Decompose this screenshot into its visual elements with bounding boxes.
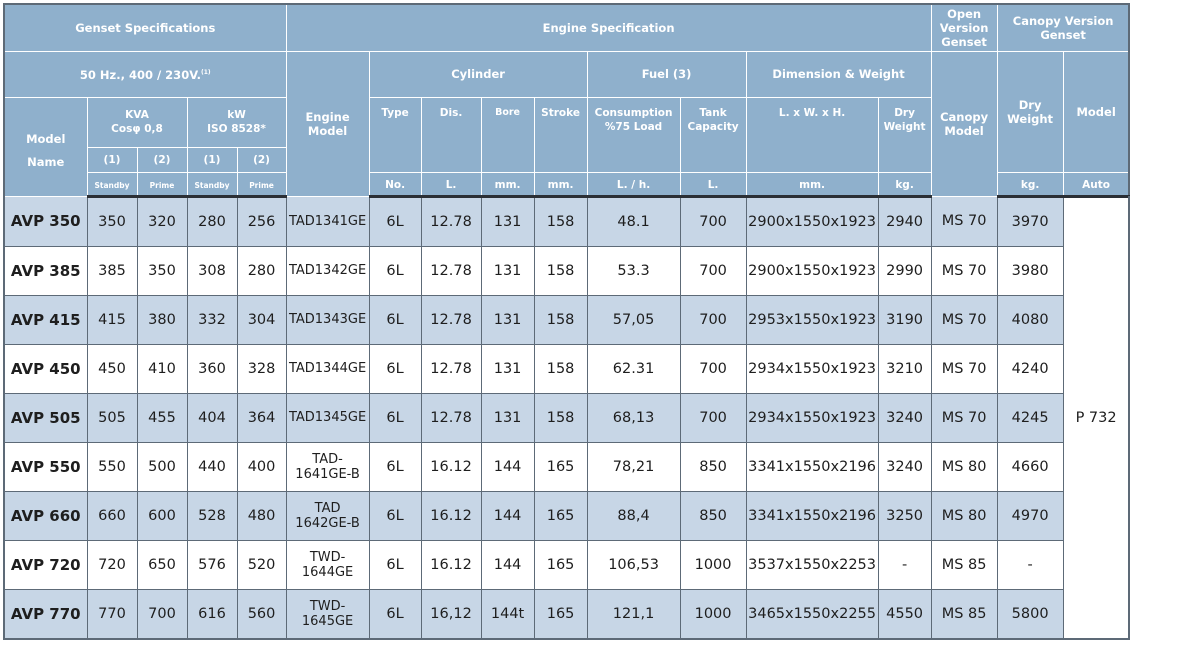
table-row (4, 344, 1129, 393)
tank-capacity-cell: 700 (680, 344, 746, 393)
open-version-header: Open Version Genset (931, 4, 997, 51)
cylinder-type-cell: 6L (369, 442, 421, 491)
kva-prime-label: Prime (137, 172, 187, 196)
canopy-dry-weight-cell: 5800 (997, 589, 1063, 639)
stroke-unit: mm. (534, 172, 587, 196)
kva-standby-cell: 660 (87, 491, 137, 540)
consumption-cell: 62.31 (587, 344, 680, 393)
canopy-dry-weight-cell: 4660 (997, 442, 1063, 491)
tank-capacity-cell: 1000 (680, 540, 746, 589)
displacement-cell: 16.12 (421, 540, 481, 589)
dry-weight-cell: 3240 (878, 442, 931, 491)
dimensions-unit: mm. (746, 172, 878, 196)
kw-prime-cell: 256 (237, 196, 286, 246)
tank-capacity-cell: 700 (680, 295, 746, 344)
engine-spec-header: Engine Specification (286, 4, 931, 51)
cylinder-type-cell: 6L (369, 196, 421, 246)
kva-standby-cell: 450 (87, 344, 137, 393)
consumption-cell: 57,05 (587, 295, 680, 344)
kva-prime-cell: 700 (137, 589, 187, 639)
kva-standby-cell: 770 (87, 589, 137, 639)
canopy-model-cell: MS 70 (931, 393, 997, 442)
dry-weight-cell: 2940 (878, 196, 931, 246)
consumption-cell: 88,4 (587, 491, 680, 540)
consumption-cell: 48.1 (587, 196, 680, 246)
kva-prime-cell: 350 (137, 246, 187, 295)
stroke-cell: 165 (534, 491, 587, 540)
engine-model-cell: TAD1345GE (286, 393, 369, 442)
kw-prime-cell: 560 (237, 589, 286, 639)
displacement-cell: 12.78 (421, 246, 481, 295)
type-unit: No. (369, 172, 421, 196)
kva-standby-cell: 415 (87, 295, 137, 344)
engine-model-cell: TAD1343GE (286, 295, 369, 344)
bore-cell: 131 (481, 295, 534, 344)
canopy-model-header: Canopy Model (931, 51, 997, 196)
bore-cell: 144 (481, 442, 534, 491)
kw-standby-cell: 616 (187, 589, 237, 639)
panel-model-header: Model (1063, 51, 1129, 172)
cylinder-type-cell: 6L (369, 589, 421, 639)
displacement-cell: 12.78 (421, 393, 481, 442)
canopy-dry-weight-header: Dry Weight (997, 51, 1063, 172)
canopy-dry-weight-cell: 4240 (997, 344, 1063, 393)
dimensions-cell: 2934x1550x1923 (746, 344, 878, 393)
genset-spec-table: Genset Specifications Engine Specification Open Version Genset Canopy Version Genset Control Panel 50 Hz., 400 / 230V.$^{(1)}$ Engine Model Cylinder Fuel (3) Dimension & Weight Canopy Model Dry Weight Model Model Name KVA Cosφ 0,8 kW ISO 8528* Type Dis. Bore Stroke Consumption %75 Load Tank Capacity L. x W. x H. Dry Weight (1) (2) (1) (2) Standby Prime Standby Prime No. L. mm. mm. L. / h. L. mm. kg. kg. Auto AVP 350 350 320 280 256 TAD1341GE 6L 12.78 131 158 48.1 700 2900x1550x1923 2940 MS 70 3970 P 732 AVP 385 385 350 308 280 TAD1342GE 6L 12.78 131 158 53.3 700 2900x1550x1923 2990 MS 70 3980 AVP 415 415 380 332 304 TAD1343GE 6L 12.78 131 158 57,05 700 2953x1550x1923 3190 MS 70 4080 AVP 450 450 410 360 328 TAD1344GE 6L 12.78 131 158 62.31 700 2934x1550x1923 3210 MS 70 4240 AVP 505 505 455 404 364 TAD1345GE 6L 12.78 131 158 68,13 700 2934x1550x1923 3240 MS 70 4245 AVP 550 550 500 440 400 TAD- 1641GE-B 6L 16.12 144 165 78,21 850 3341x1550x2196 3240 MS 80 4660 AVP 660 660 600 528 480 TAD 1642GE-B 6L 16.12 144 165 88,4 850 3341x1550x2196 3250 MS 80 4970 AVP 720 720 650 576 520 TWD- 1644GE 6L 16.12 144 165 106,53 1000 3537x1550x2253 - MS 85 - AVP 770 770 700 616 560 TWD- 1645GE 6L 16,12 144t 165 121,1 1000 3465x1550x2255 4550 MS 85 5800 (3, 3, 1130, 640)
canopy-model-cell: MS 85 (931, 589, 997, 639)
cylinder-type-cell: 6L (369, 295, 421, 344)
kva-standby-cell: 550 (87, 442, 137, 491)
model-name-cell: AVP 450 (4, 344, 87, 393)
table-row (4, 491, 1129, 540)
kw-standby-cell: 360 (187, 344, 237, 393)
tank-capacity-cell: 700 (680, 196, 746, 246)
engine-model-cell: TAD1344GE (286, 344, 369, 393)
dimension-weight-header: Dimension & Weight (746, 51, 931, 97)
tank-unit: L. (680, 172, 746, 196)
kva-prime-cell: 455 (137, 393, 187, 442)
canopy-dry-weight-unit: kg. (997, 172, 1063, 196)
consumption-cell: 78,21 (587, 442, 680, 491)
cylinder-type-cell: 6L (369, 393, 421, 442)
spec-table-container (3, 3, 1177, 640)
kw-prime-cell: 400 (237, 442, 286, 491)
model-name-cell: AVP 550 (4, 442, 87, 491)
kw-prime-cell: 364 (237, 393, 286, 442)
tank-capacity-cell: 850 (680, 491, 746, 540)
cylinder-type-cell: 6L (369, 491, 421, 540)
stroke-header: Stroke (534, 97, 587, 172)
cylinder-type-cell: 6L (369, 540, 421, 589)
kva-prime-cell: 380 (137, 295, 187, 344)
bore-cell: 131 (481, 393, 534, 442)
table-row (4, 196, 1129, 246)
engine-model-cell: TAD1342GE (286, 246, 369, 295)
stroke-cell: 158 (534, 344, 587, 393)
tank-capacity-cell: 700 (680, 393, 746, 442)
kw-standby-cell: 280 (187, 196, 237, 246)
table-row (4, 295, 1129, 344)
frequency-voltage-header: 50 Hz., 400 / 230V.$^{(1)}$ (4, 51, 286, 97)
dimensions-header: L. x W. x H. (746, 97, 878, 172)
bore-cell: 131 (481, 196, 534, 246)
canopy-dry-weight-cell: 4970 (997, 491, 1063, 540)
kva-standby-col: (1) (87, 147, 137, 172)
tank-capacity-cell: 1000 (680, 589, 746, 639)
dry-weight-cell: 4550 (878, 589, 931, 639)
kva-standby-cell: 350 (87, 196, 137, 246)
dimensions-cell: 2953x1550x1923 (746, 295, 878, 344)
dry-weight-cell: 3240 (878, 393, 931, 442)
dry-weight-cell: 3250 (878, 491, 931, 540)
stroke-cell: 158 (534, 393, 587, 442)
tank-capacity-cell: 850 (680, 442, 746, 491)
displacement-cell: 12.78 (421, 196, 481, 246)
fuel-header: Fuel (3) (587, 51, 746, 97)
cylinder-header: Cylinder (369, 51, 587, 97)
stroke-cell: 158 (534, 196, 587, 246)
stroke-cell: 158 (534, 295, 587, 344)
stroke-cell: 158 (534, 246, 587, 295)
table-row (4, 246, 1129, 295)
tank-capacity-cell: 700 (680, 246, 746, 295)
kw-prime-label: Prime (237, 172, 286, 196)
canopy-model-cell: MS 80 (931, 442, 997, 491)
kva-header: KVA Cosφ 0,8 (87, 97, 187, 147)
dimensions-cell: 3341x1550x2196 (746, 442, 878, 491)
dimensions-cell: 2900x1550x1923 (746, 196, 878, 246)
stroke-cell: 165 (534, 442, 587, 491)
kva-standby-label: Standby (87, 172, 137, 196)
kva-prime-cell: 600 (137, 491, 187, 540)
model-name-cell: AVP 505 (4, 393, 87, 442)
consumption-cell: 53.3 (587, 246, 680, 295)
dimensions-cell: 2900x1550x1923 (746, 246, 878, 295)
canopy-dry-weight-cell: 3970 (997, 196, 1063, 246)
displacement-cell: 12.78 (421, 344, 481, 393)
kw-standby-cell: 404 (187, 393, 237, 442)
canopy-dry-weight-cell: 3980 (997, 246, 1063, 295)
displacement-cell: 16.12 (421, 491, 481, 540)
kva-standby-cell: 385 (87, 246, 137, 295)
model-name-cell: AVP 385 (4, 246, 87, 295)
canopy-dry-weight-cell: 4080 (997, 295, 1063, 344)
engine-model-cell: TWD- 1644GE (286, 540, 369, 589)
model-name-cell: AVP 720 (4, 540, 87, 589)
kw-header: kW ISO 8528* (187, 97, 286, 147)
engine-model-cell: TWD- 1645GE (286, 589, 369, 639)
bore-cell: 131 (481, 344, 534, 393)
displacement-cell: 12.78 (421, 295, 481, 344)
dry-weight-cell: 3190 (878, 295, 931, 344)
kva-prime-col: (2) (137, 147, 187, 172)
kw-prime-cell: 280 (237, 246, 286, 295)
stroke-cell: 165 (534, 540, 587, 589)
canopy-model-cell: MS 80 (931, 491, 997, 540)
engine-model-header: Engine Model (286, 51, 369, 196)
consumption-cell: 106,53 (587, 540, 680, 589)
canopy-dry-weight-cell: 4245 (997, 393, 1063, 442)
consumption-header: Consumption %75 Load (587, 97, 680, 172)
dry-weight-header: Dry Weight (878, 97, 931, 172)
displacement-cell: 16,12 (421, 589, 481, 639)
kw-standby-cell: 576 (187, 540, 237, 589)
kva-standby-cell: 720 (87, 540, 137, 589)
model-name-cell: AVP 660 (4, 491, 87, 540)
kw-standby-label: Standby (187, 172, 237, 196)
canopy-version-header: Canopy Version Genset (997, 4, 1129, 51)
panel-auto-unit: Auto (1063, 172, 1129, 196)
kva-standby-cell: 505 (87, 393, 137, 442)
type-header: Type (369, 97, 421, 172)
canopy-model-cell: MS 70 (931, 246, 997, 295)
displacement-header: Dis. (421, 97, 481, 172)
dry-weight-cell: 2990 (878, 246, 931, 295)
canopy-model-cell: MS 70 (931, 295, 997, 344)
displacement-unit: L. (421, 172, 481, 196)
kw-standby-cell: 308 (187, 246, 237, 295)
kw-prime-cell: 520 (237, 540, 286, 589)
table-row (4, 393, 1129, 442)
bore-cell: 131 (481, 246, 534, 295)
dry-weight-unit: kg. (878, 172, 931, 196)
dimensions-cell: 3341x1550x2196 (746, 491, 878, 540)
cylinder-type-cell: 6L (369, 246, 421, 295)
bore-cell: 144t (481, 589, 534, 639)
kw-standby-col: (1) (187, 147, 237, 172)
bore-unit: mm. (481, 172, 534, 196)
bore-cell: 144 (481, 491, 534, 540)
model-name-cell: AVP 415 (4, 295, 87, 344)
kw-standby-cell: 528 (187, 491, 237, 540)
table-row (4, 540, 1129, 589)
genset-spec-header: Genset Specifications (4, 4, 286, 51)
kw-prime-cell: 328 (237, 344, 286, 393)
kva-prime-cell: 650 (137, 540, 187, 589)
kw-prime-cell: 480 (237, 491, 286, 540)
table-row (4, 442, 1129, 491)
dry-weight-cell: - (878, 540, 931, 589)
dry-weight-cell: 3210 (878, 344, 931, 393)
dimensions-cell: 3465x1550x2255 (746, 589, 878, 639)
model-name-cell: AVP 770 (4, 589, 87, 639)
dimensions-cell: 2934x1550x1923 (746, 393, 878, 442)
model-name-header: Model Name (4, 97, 87, 196)
engine-model-cell: TAD 1642GE-B (286, 491, 369, 540)
consumption-cell: 68,13 (587, 393, 680, 442)
model-name-cell: AVP 350 (4, 196, 87, 246)
kw-prime-cell: 304 (237, 295, 286, 344)
kw-prime-col: (2) (237, 147, 286, 172)
kva-prime-cell: 320 (137, 196, 187, 246)
bore-header: Bore (481, 97, 534, 172)
consumption-cell: 121,1 (587, 589, 680, 639)
control-panel-value: P 732 (1063, 196, 1129, 639)
kw-standby-cell: 332 (187, 295, 237, 344)
kva-prime-cell: 500 (137, 442, 187, 491)
kw-standby-cell: 440 (187, 442, 237, 491)
kva-prime-cell: 410 (137, 344, 187, 393)
engine-model-cell: TAD1341GE (286, 196, 369, 246)
canopy-model-cell: MS 70 (931, 344, 997, 393)
cylinder-type-cell: 6L (369, 344, 421, 393)
dimensions-cell: 3537x1550x2253 (746, 540, 878, 589)
engine-model-cell: TAD- 1641GE-B (286, 442, 369, 491)
canopy-model-cell: MS 70 (931, 196, 997, 246)
consumption-unit: L. / h. (587, 172, 680, 196)
tank-capacity-header: Tank Capacity (680, 97, 746, 172)
spec-table-body (4, 196, 1129, 639)
canopy-model-cell: MS 85 (931, 540, 997, 589)
table-row (4, 589, 1129, 639)
bore-cell: 144 (481, 540, 534, 589)
displacement-cell: 16.12 (421, 442, 481, 491)
canopy-dry-weight-cell: - (997, 540, 1063, 589)
stroke-cell: 165 (534, 589, 587, 639)
